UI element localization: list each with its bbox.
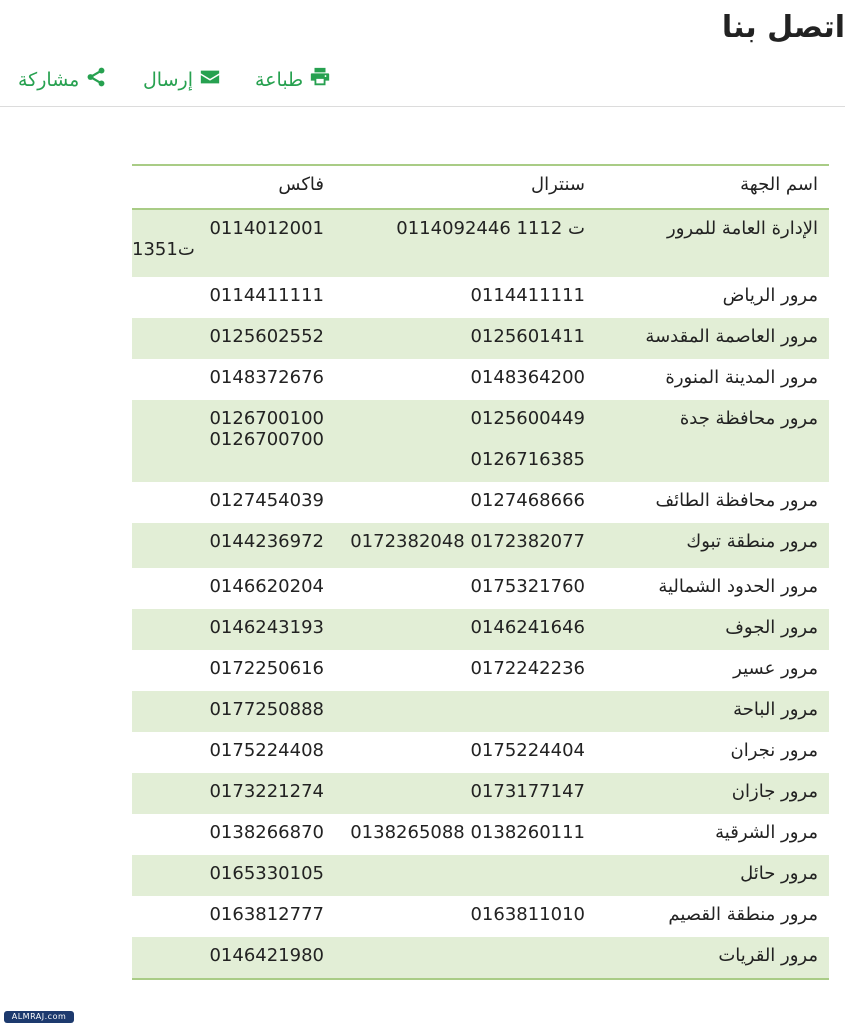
cell-name: مرور حائل [740,863,818,884]
cell-central [329,568,587,609]
cell-name: مرور منطقة تبوك [686,531,818,552]
cell-central-line: 0125600449 [470,408,585,429]
cell-central [329,732,587,773]
cell-fax [132,691,329,732]
header-central: سنترال [531,174,585,195]
cell-fax-line: 0175224408 [209,740,324,761]
cell-fax [132,609,329,650]
share-icon [79,66,107,93]
print-button[interactable] [255,66,331,93]
send-button[interactable] [143,66,221,93]
cell-central-line: 0172242236 [470,658,585,679]
table-row [132,732,829,773]
cell-fax [132,568,329,609]
divider [0,106,845,107]
cell-fax-line: 0127454039 [209,490,324,511]
cell-central [329,359,587,400]
cell-name: مرور الحدود الشمالية [658,576,818,597]
cell-name: مرور نجران [730,740,818,761]
cell-fax-line: 0148372676 [209,367,324,388]
cell-fax [132,773,329,814]
cell-central-line: 0175321760 [470,576,585,597]
cell-fax [132,523,329,568]
cell-central-line: 0125601411 [470,326,585,347]
page-title: اتصل بنا [721,10,845,45]
cell-central [329,277,587,318]
table-row [132,855,829,896]
cell-central [329,210,587,277]
cell-central [329,896,587,937]
cell-central [329,650,587,691]
table-row [132,482,829,523]
cell-fax [132,482,329,523]
cell-name: مرور الباحة [733,699,818,720]
cell-fax-line: 0172250616 [209,658,324,679]
cell-fax-line: 0126700100 [209,408,324,429]
table-row [132,650,829,691]
cell-central [329,400,587,482]
cell-fax [132,732,329,773]
cell-fax [132,937,329,978]
print-label: طباعة [255,68,304,91]
cell-central-line: 0127468666 [470,490,585,511]
cell-fax-line: 0163812777 [209,904,324,925]
cell-name: مرور الجوف [725,617,818,638]
cell-fax-line: 0125602552 [209,326,324,347]
cell-fax-line: 0114012001 [209,218,324,239]
print-icon [303,66,331,93]
cell-name: مرور محافظة الطائف [655,490,818,511]
cell-fax-line: 0173221274 [209,781,324,802]
table-row [132,523,829,568]
cell-central-line: 0126716385 [470,449,585,470]
send-label: إرسال [143,68,193,91]
cell-name: مرور الرياض [722,285,818,306]
table-row [132,937,829,978]
cell-fax [132,277,329,318]
cell-fax-line: 0144236972 [209,531,324,552]
cell-fax [132,855,329,896]
cell-fax [132,318,329,359]
table-row [132,400,829,482]
cell-name: مرور منطقة القصيم [668,904,818,925]
cell-central [329,609,587,650]
cell-fax [132,896,329,937]
cell-central-line: 0148364200 [470,367,585,388]
cell-fax-line: ت1351 [132,239,195,260]
cell-fax-line: 0146243193 [209,617,324,638]
cell-central-line: 0138265088 0138260111 [350,822,585,843]
table-body [132,210,829,978]
table-row [132,359,829,400]
cell-fax-line: 0114411111 [209,285,324,306]
cell-central [329,773,587,814]
share-button[interactable] [18,66,107,93]
cell-central-line: 0146241646 [470,617,585,638]
table-row [132,210,829,277]
header-name: اسم الجهة [740,174,818,195]
cell-central-line: 0172382048 0172382077 [350,531,585,552]
table-row [132,814,829,855]
cell-central [329,691,587,732]
cell-name: مرور عسير [733,658,818,679]
cell-name: مرور جازان [731,781,818,802]
table-row [132,691,829,732]
action-bar [18,66,845,98]
table-header-row [132,166,829,210]
cell-central [329,523,587,568]
cell-fax [132,359,329,400]
cell-name: مرور العاصمة المقدسة [645,326,818,347]
cell-fax [132,650,329,691]
cell-fax [132,210,329,277]
table-row [132,609,829,650]
cell-fax [132,814,329,855]
table-row [132,568,829,609]
cell-fax-line: 0126700700 [209,429,324,450]
contacts-table [132,164,829,980]
cell-fax-line: 0165330105 [209,863,324,884]
cell-fax [132,400,329,482]
table-row [132,896,829,937]
cell-fax-line: 0138266870 [209,822,324,843]
cell-central-line: 0175224404 [470,740,585,761]
cell-fax-line: 0146620204 [209,576,324,597]
cell-central [329,814,587,855]
watermark-logo: ALMRAJ.com [4,1011,74,1023]
envelope-icon [193,66,221,93]
cell-name: مرور الشرقية [715,822,818,843]
cell-central-line: 0114411111 [470,285,585,306]
table-row [132,773,829,814]
cell-central [329,937,587,978]
cell-fax-line: 0177250888 [209,699,324,720]
cell-central [329,482,587,523]
cell-name: مرور القريات [718,945,818,966]
table-row [132,318,829,359]
header-fax: فاكس [278,174,324,195]
cell-central-line: 0173177147 [470,781,585,802]
cell-name: مرور المدينة المنورة [665,367,818,388]
cell-name: الإدارة العامة للمرور [667,218,818,239]
table-row [132,277,829,318]
cell-central-line: 0114092446 ت 1112 [396,218,585,239]
cell-name: مرور محافظة جدة [679,408,818,429]
cell-central [329,318,587,359]
share-label: مشاركة [18,68,80,91]
cell-central-line: 0163811010 [470,904,585,925]
cell-fax-line: 0146421980 [209,945,324,966]
cell-central [329,855,587,896]
